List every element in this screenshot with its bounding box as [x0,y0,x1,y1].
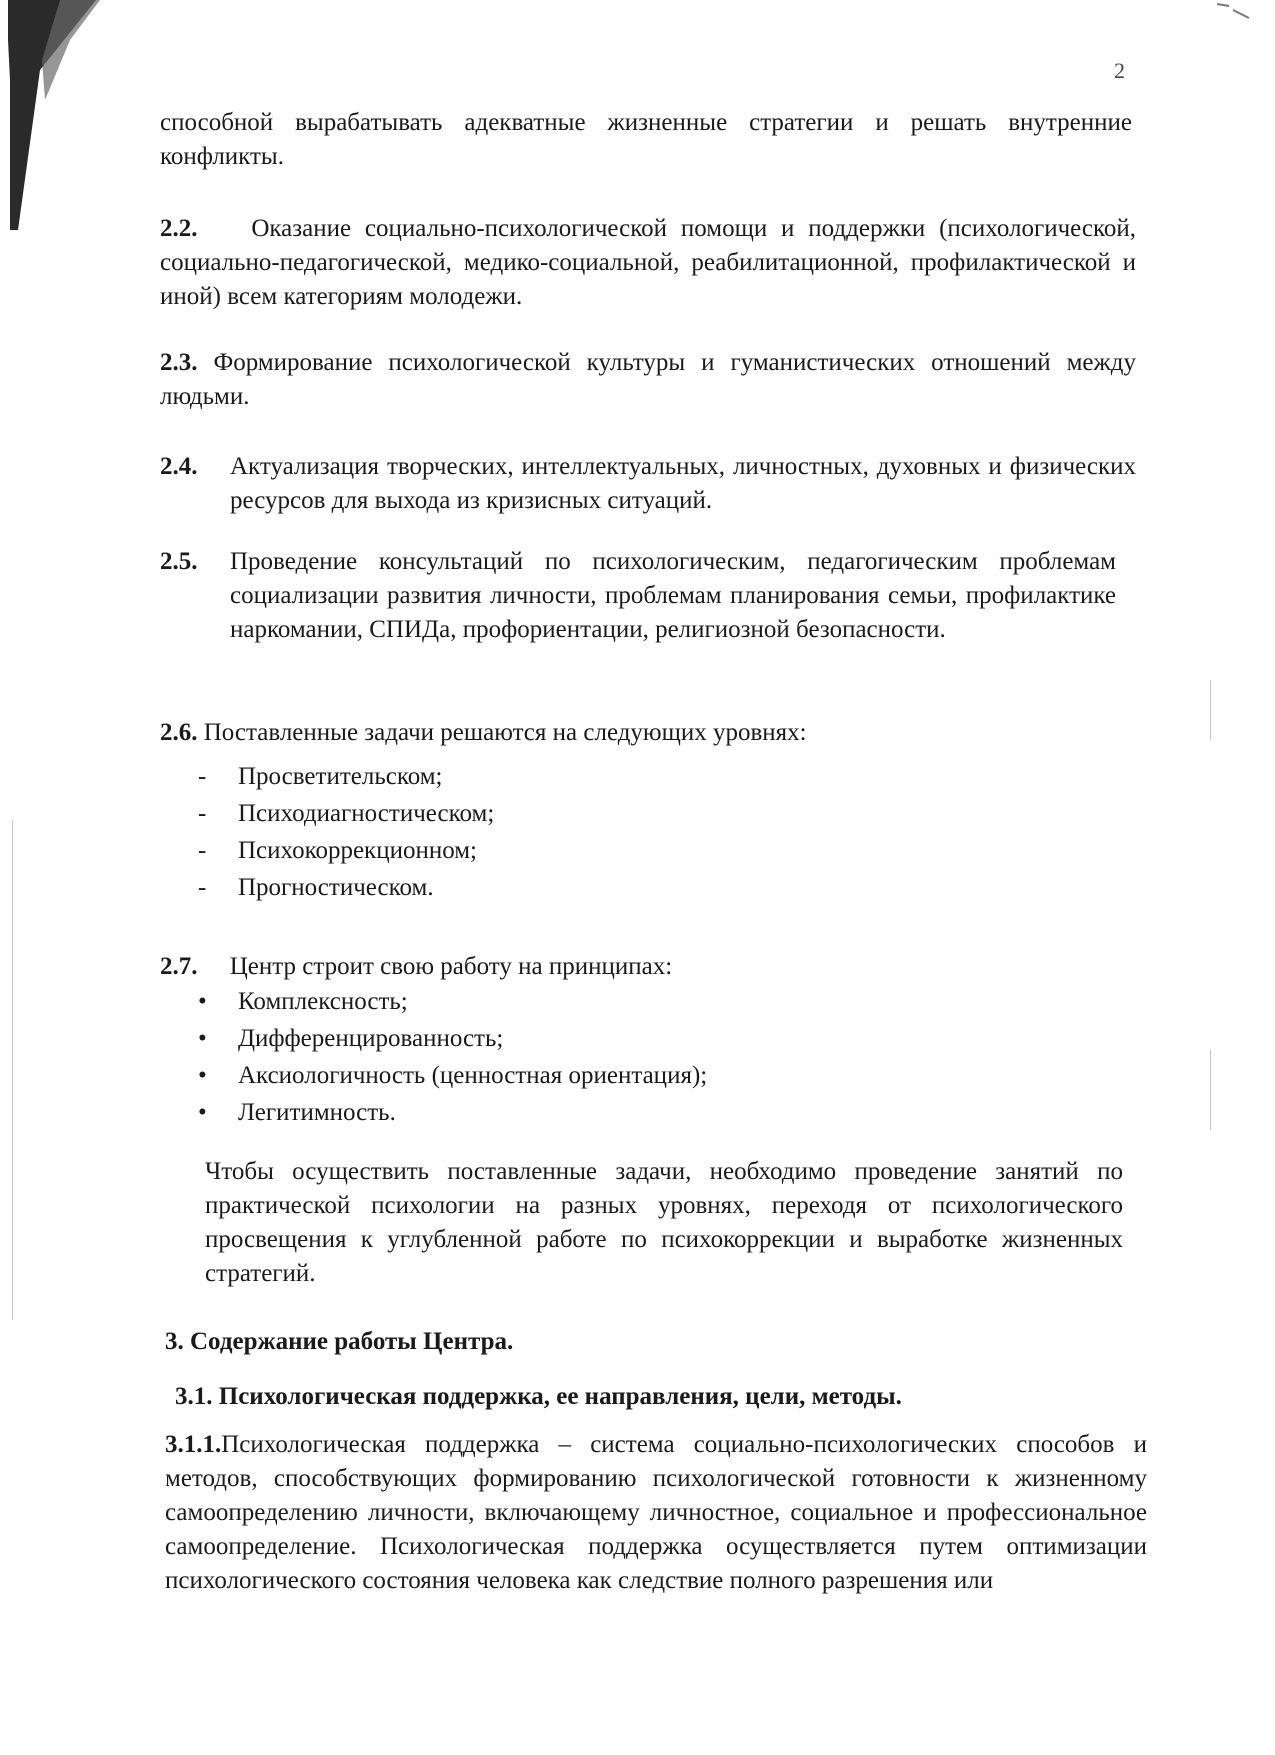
bullet-marker: • [198,988,207,1015]
item-2-4 [160,450,1136,520]
intro-continuation: способной вырабатывать адекватные жизненные стратегии и решать внутренние конфликты. [160,109,1132,170]
scan-artifact-line [1210,680,1211,740]
page-number: 2 [1114,58,1125,83]
item-number: 3.1.1. [165,1431,222,1458]
item-text: Проведение консультаций по психологическим, педагогическим проблемам социализации развития личности, проблемам планирования семьи, профилактике наркомании, СПИДа, профориентации, религиозной безопасности. [230,548,1116,643]
item-number: 2.3. [160,349,198,376]
item-number: 2.7. [160,953,198,980]
principles-list [190,983,990,1131]
item-2-6 [160,716,1136,750]
list-item: • Легитимность. [190,1094,990,1131]
list-item: - Психокоррекционном; [190,832,990,869]
item-3-1-1 [165,1428,1147,1598]
item-text: Оказание социально-психологической помощи и поддержки (психологической, социально-педагогической, медико-социальной, реабилитационной, профилактической и иной) всем категориям молодежи. [160,215,1136,310]
closing-paragraph: Чтобы осуществить поставленные задачи, необходимо проведение занятий по практической психологии на разных уровнях, переходя от психологического просвещения к углубленной работе по психокоррекции и выработке жизненных стратегий. [205,1158,1123,1287]
item-text: Центр строит свою работу на принципах: [229,953,673,980]
section-3-heading: 3. Содержание работы Центра. [165,1328,514,1355]
scan-artifact-line [12,820,13,1320]
item-number: 2.4. [160,453,198,480]
item-text: Психологическая поддержка – система социально-психологических способов и методов, способствующих формированию психологической готовности к жизненному самоопределению личности, включающему личностное, социальное и профессиональное самоопределение. Психологическая поддержка осуществляется путем оптимизации психологического состояния человека как следствие полного разрешения или [165,1431,1147,1594]
dash-marker: - [198,837,207,864]
item-text: Актуализация творческих, интеллектуальных, личностных, духовных и физических ресурсов для выхода из кризисных ситуаций. [230,453,1136,514]
item-text: Формирование психологической культуры и гуманистических отношений между людьми. [160,349,1136,410]
item-number: 2.2. [160,215,198,242]
item-2-5 [160,545,1136,685]
list-item: • Аксиологичность (ценностная ориентация); [190,1057,990,1094]
item-2-2 [160,212,1136,314]
bullet-marker: • [198,1099,207,1126]
item-text: Поставленные задачи решаются на следующих уровнях: [203,719,807,746]
bullet-marker: • [198,1025,207,1052]
levels-list [190,758,990,906]
item-number: 2.6. [160,719,198,746]
list-item: • Комплексность; [190,983,990,1020]
item-2-3 [160,346,1136,414]
scan-edge-shadow [0,0,100,230]
list-item: - Просветительском; [190,758,990,795]
dash-marker: - [198,800,207,827]
list-item: - Психодиагностическом; [190,795,990,832]
item-2-7 [160,950,1136,984]
section-3-1-heading: 3.1. Психологическая поддержка, ее направления, цели, методы. [175,1383,902,1410]
scan-artifact-line [1210,1050,1211,1130]
dash-marker: - [198,874,207,901]
list-item: • Дифференцированность; [190,1020,990,1057]
item-number: 2.5. [160,548,198,575]
scan-corner-mark [1215,0,1255,30]
list-item: - Прогностическом. [190,869,990,906]
dash-marker: - [198,763,207,790]
bullet-marker: • [198,1062,207,1089]
